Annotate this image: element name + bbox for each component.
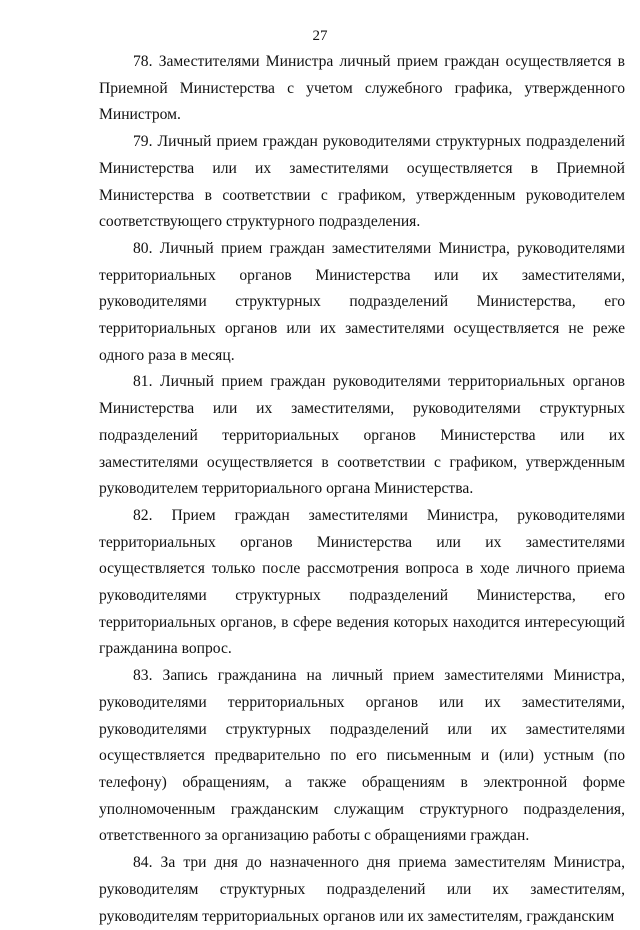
paragraph-79 (99, 129, 625, 236)
paragraph-number: 83. (133, 667, 153, 685)
paragraph-82 (99, 503, 625, 663)
paragraph-text: Личный прием граждан руководителями структурных подразделений Министерства или их заместителями осуществляется в Приемной Министерства в соответствии с графиком, утвержденным руководителем соответствующего структурного подразделения. (99, 133, 625, 231)
paragraph-number: 82. (133, 506, 153, 524)
paragraph-number: 78. (133, 53, 153, 70)
paragraph-text: Запись гражданина на личный прием заместителями Министра, руководителями территориальных органов или их заместителями, руководителями структурных подразделений или их заместителями осуществляется предварительно по его письменным и (или) устным (по телефону) обращениям, а также обращениям в электронной форме уполномоченным гражданским служащим структурного подразделения, ответственного за организацию работы с обращениями граждан. (99, 667, 625, 845)
paragraph-number: 81. (133, 373, 153, 391)
document-body (99, 49, 625, 930)
paragraph-text: Личный прием граждан руководителями территориальных органов Министерства или их заместителями, руководителями структурных подразделений территориальных органов Министерства или их заместителями осуществляется в соответствии с графиком, утвержденным руководителем территориального органа Министерства. (99, 373, 625, 498)
paragraph-text: Заместителями Министра личный прием граждан осуществляется в Приемной Министерства с учетом служебного графика, утвержденного Министром. (99, 53, 625, 124)
paragraph-number: 80. (133, 239, 153, 257)
paragraph-number: 79. (133, 133, 153, 151)
paragraph-80 (99, 236, 625, 370)
paragraph-78 (99, 49, 625, 129)
paragraph-text: За три дня до назначенного дня приема заместителям Министра, руководителям структурных подразделений или их заместителям, руководителям территориальных органов или их заместителям, гражданским (99, 854, 625, 925)
paragraph-number: 84. (133, 854, 153, 872)
paragraph-81 (99, 369, 625, 503)
paragraph-83 (99, 663, 625, 850)
paragraph-text: Прием граждан заместителями Министра, руководителями территориальных органов Министерства или их заместителями осуществляется только после рассмотрения вопроса в ходе личного приема руководителями структурных подразделений Министерства, его территориальных органов, в сфере ведения которых находится интересующий гражданина вопрос. (99, 506, 625, 658)
paragraph-84 (99, 850, 625, 930)
page-number: 27 (312, 28, 328, 44)
paragraph-text: Личный прием граждан заместителями Министра, руководителями территориальных органов Министерства или их заместителями, руководителями структурных подразделений Министерства, его территориальных органов или их заместителями осуществляется не реже одного раза в месяц. (99, 239, 625, 364)
